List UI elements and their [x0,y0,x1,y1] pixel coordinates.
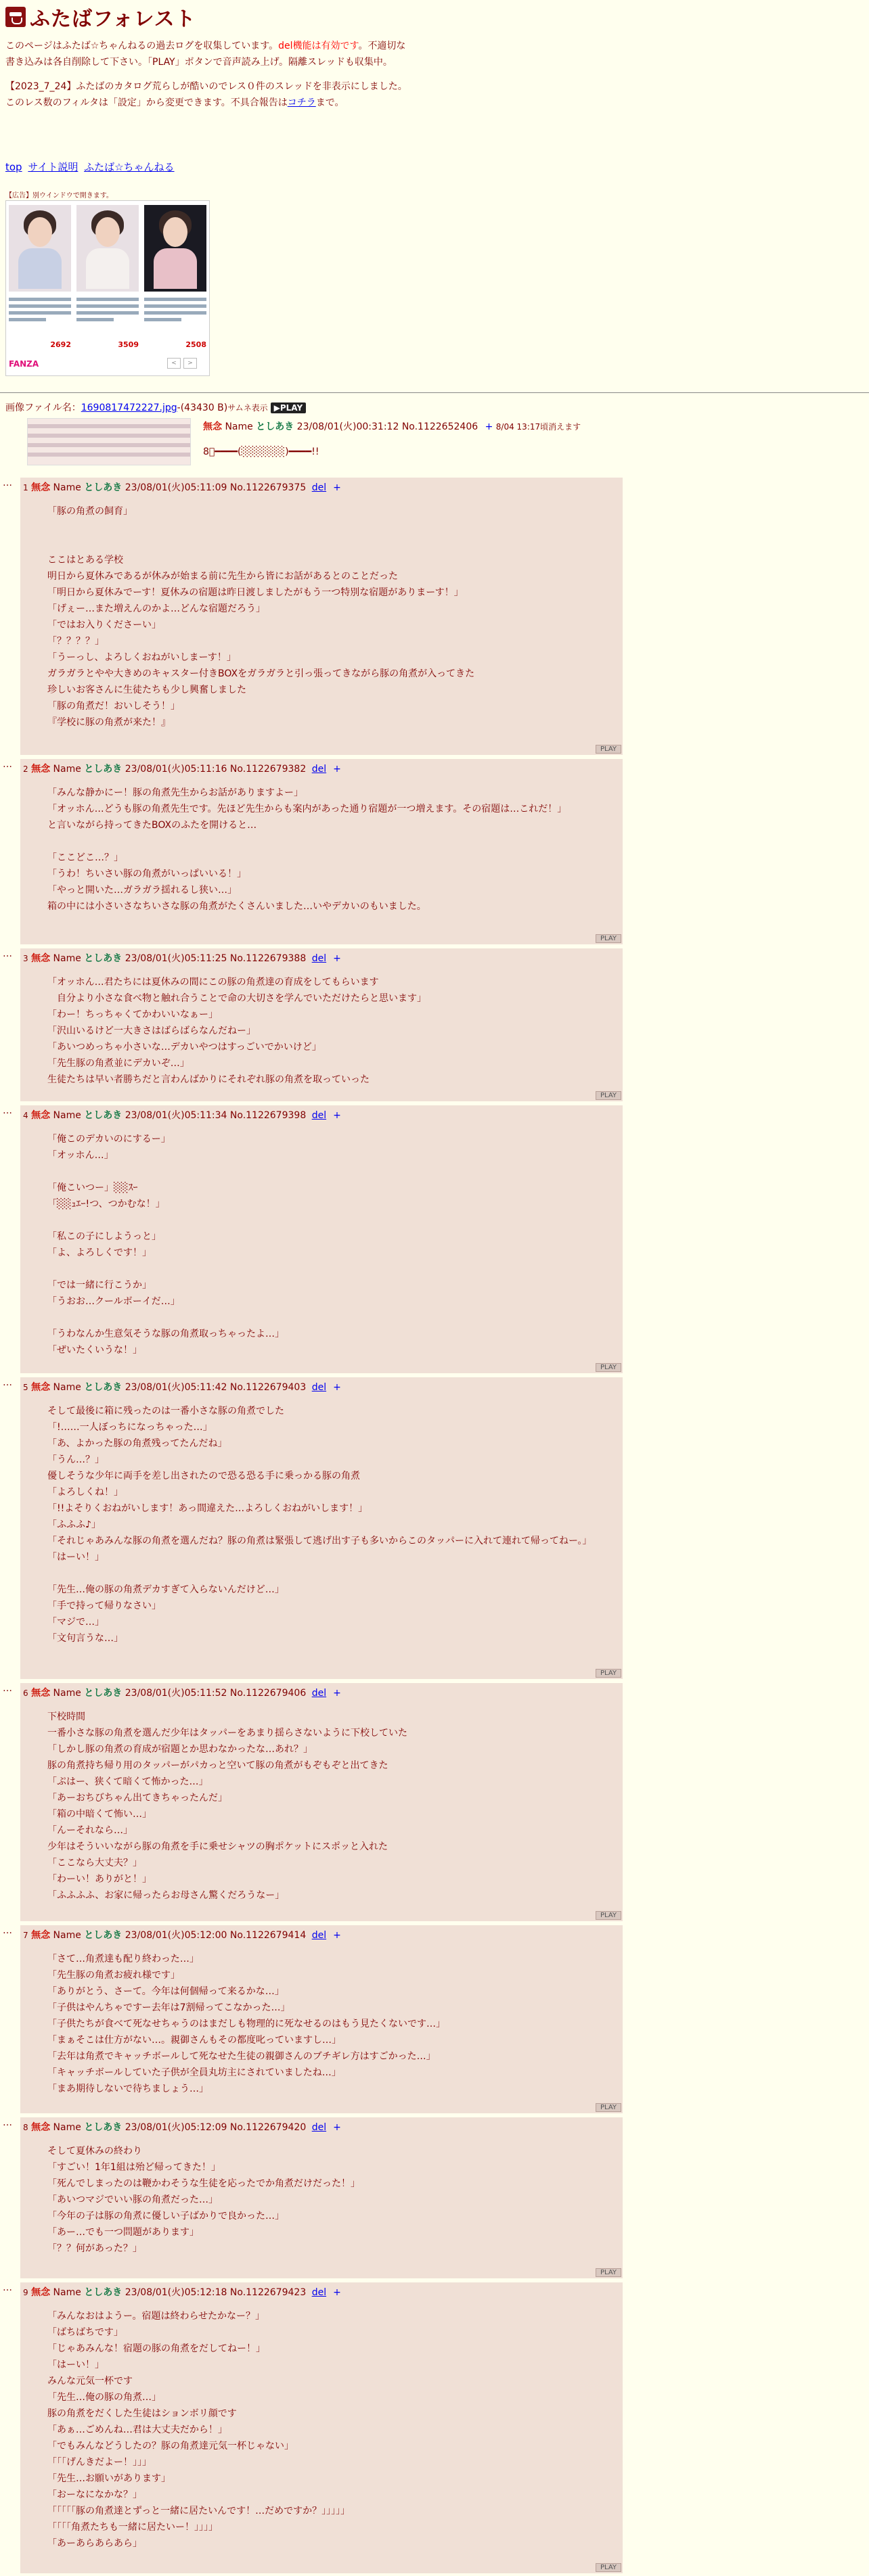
reply-name-label: Name [53,2122,81,2133]
reply-no: No.1122679388 [229,953,307,964]
reply-number: 9 [23,2288,28,2297]
play-button[interactable]: PLAY [596,1091,621,1100]
reply-line: 「みんなおはようー。宿題は終わらせたかなー？」 [47,2311,265,2322]
forest-logo-icon [5,7,26,27]
op-header: 無念 Name としあき 23/08/01(火)00:31:12 No.1122652406 + 8/04 13:17頃消えます [203,421,581,432]
ad-price: 2508 [185,340,206,349]
reply-name: としあき [84,1382,122,1393]
reply-line: 「ぜいたくいうな！」 [47,1345,142,1356]
ad-image[interactable] [144,205,206,292]
reply-line: 「うおお…クールボーイだ…」 [47,1296,180,1307]
reply-number: 1 [23,483,28,492]
reply-line: 生徒たちは早い者勝ちだと言わんばかりにそれぞれ豚の角煮を取っていった [47,1074,370,1085]
reply-line: 「ぷはー、狭くて暗くて怖かった…」 [47,1776,208,1787]
reply-header [20,2117,623,2134]
reply-line: 「俺このデカいのにするー」 [47,1134,171,1145]
reply-line: 「はーい！」 [47,2360,104,2370]
reply-line: 「すごい！1年1組は殆ど帰ってきた！」 [47,2162,221,2173]
reply-line: 「「「「「豚の角煮達とずっと一緒に居たいんです！…だめですか？」」」」」 [47,2506,351,2516]
reply-subject: 無念 [31,764,51,775]
reply-line: 「░░ｭｴｰ!つ、つかむな！」 [47,1199,165,1210]
reply-name-label: Name [53,2287,81,2298]
reply-line: 「マジで…」 [47,1617,104,1628]
reply-name: としあき [84,1110,122,1121]
op-plus-button[interactable]: + [485,421,493,432]
reply-name: としあき [84,2122,122,2133]
reply-line: 「うわ！ちいさい豚の角煮がいっぱいいる！」 [47,869,246,879]
reply-datetime: 23/08/01(火)05:11:09 [125,482,227,493]
reply-line: 豚の角煮持ち帰り用のタッパーがパカっと空いて豚の角煮がもぞもぞと出てきた [47,1760,388,1771]
reply-line: 「みんな静かにー！豚の角煮先生からお話がありますよー」 [47,787,303,798]
del-link[interactable]: del [311,953,327,964]
reply-line: 「先生…俺の豚の角煮デカすぎて入らないんだけど…」 [47,1584,284,1595]
nav-futaba[interactable]: ふたば☆ちゃんねる [84,161,175,173]
play-button[interactable]: PLAY [596,2563,621,2572]
reply-line: 「でもみんなどうしたの？豚の角煮達元気一杯じゃない」 [47,2441,294,2452]
nav-links [5,160,177,174]
plus-button[interactable]: + [333,1110,341,1121]
divider [0,392,869,393]
reply-line: 「先生…お願いがあります」 [47,2473,171,2484]
reply-line: 「げぇー…また増えんのかよ…どんな宿題だろう」 [47,603,265,614]
reply-line: 「あ、よかった豚の角煮残ってたんだね」 [47,1438,227,1449]
reply-number: 7 [23,1931,28,1940]
ad-banner[interactable] [5,200,210,376]
reply-line: 「今年の子は豚の角煮に優しい子ばかりで良かった…」 [47,2211,284,2222]
logo[interactable] [5,4,411,30]
reply-line: 明日から夏休みであるが休みが始まる前に先生から皆にお話があるとのことだった [47,571,398,582]
reply-line: 豚の角煮をだくした生徒はションボリ顔です [47,2408,237,2419]
reply-line: 「あーあらあらあら」 [47,2538,142,2549]
reply-dots: … [3,1377,12,1388]
reply-name-label: Name [53,1688,81,1699]
reply-line [47,1212,623,1228]
reply-line: 「文句言うな…」 [47,1633,123,1644]
reply-datetime: 23/08/01(火)05:11:25 [125,953,227,964]
reply-name-label: Name [53,482,81,493]
reply-line: 『学校に豚の角煮が来た！』 [47,717,171,728]
reply-name: としあき [84,1930,122,1941]
op-file-line: 画像ファイル名：1690817472227.jpg-(43430 B)サムネ表示 ▶PLAY [5,400,306,414]
reply-body [47,1951,623,2097]
reply-header [20,759,623,775]
play-button[interactable]: PLAY [596,1669,621,1678]
reply-datetime: 23/08/01(火)05:12:18 [125,2287,227,2298]
reply-no: No.1122679403 [229,1382,307,1393]
reply-line: 「んーそれなら…」 [47,1825,133,1836]
reply-line: 「よ、よろしくです！」 [47,1247,152,1258]
play-button[interactable]: PLAY [596,2103,621,2112]
reply-line: 「あー…でも一つ問題があります」 [47,2227,199,2238]
reply-number: 2 [23,764,28,774]
reply-number: 6 [23,1688,28,1698]
reply-line: 「まぁそこは仕方がない…。親御さんもその都度叱っていますし…」 [47,2035,341,2046]
reply-line: 一番小さな豚の角煮を選んだ少年はタッパーをあまり揺らさないように下校していた [47,1728,407,1739]
reply-line: ガラガラとやや大きめのキャスター付きBOXをガラガラと引っ張ってきながら豚の角煮が入ってきた [47,668,475,679]
reply-line: 「うわなんか生意気そうな豚の角煮取っちゃったよ…」 [47,1329,284,1339]
reply-name-label: Name [53,1110,81,1121]
reply-line: 「まあ期待しないで待ちましょう…」 [47,2084,208,2094]
reply-line: そして夏休みの終わり [47,2146,142,2157]
reply-line: 「豚の角煮の飼育」 [47,506,133,517]
reply-body [47,1403,623,1647]
reply-subject: 無念 [31,2287,51,2298]
reply-dots: … [3,1925,12,1936]
reply-line: 「あぁ…ごめんね…君は大丈夫だから！」 [47,2424,227,2435]
reply-line: 少年はそういいながら豚の角煮を手に乗せシャツの胸ポケットにスポッと入れた [47,1841,388,1852]
op-body: 8ﾟ━━━━(░░░░░░)━━━━!! [203,446,319,457]
reply-datetime: 23/08/01(火)05:11:52 [125,1688,227,1699]
play-button[interactable]: PLAY [596,1363,621,1372]
reply-line: 「死んでしまったのは鞭かわそうな生徒を応ったでか角煮だけだった！」 [47,2178,360,2189]
reply-name: としあき [84,2287,122,2298]
reply-body [47,785,623,915]
reply-line: 「豚の角煮だ！おいしそう！」 [47,701,180,712]
reply-line: 「おーなになかな？」 [47,2489,142,2500]
del-link[interactable]: del [311,482,327,493]
plus-button[interactable]: + [333,1688,341,1699]
reply-line: 「ふふふふ、お家に帰ったらお母さん驚くだろうなー」 [47,1890,285,1901]
site-header [5,4,411,111]
reply-datetime: 23/08/01(火)05:12:00 [125,1930,227,1941]
reply-line: 「!!よそりくおねがいします！あっ間違えた…よろしくおねがいします！」 [47,1503,368,1514]
reply-name-label: Name [53,1382,81,1393]
plus-button[interactable]: + [333,2287,341,2298]
reply-dots: … [3,948,12,959]
reply-line: 「ありがとう、さーて。今年は何個帰って来るかな…」 [47,1986,284,1997]
reply-number: 8 [23,2123,28,2132]
reply [3,948,623,1101]
del-link[interactable]: del [311,1688,327,1699]
reply-no: No.1122679423 [229,2287,307,2298]
reply-header [20,1377,623,1394]
nav-top[interactable]: top [5,161,22,173]
reply-line [47,1261,623,1277]
play-button[interactable]: PLAY [596,745,621,754]
op-image-link[interactable]: 1690817472227.jpg [81,402,177,413]
reply-line: 「「「げんきだよー！」」」 [47,2457,152,2468]
plus-button[interactable]: + [333,1930,341,1941]
reply-line: 「あいつめっちゃ小さいな…デカいやつはすっごいでかいけど」 [47,1042,321,1053]
plus-button[interactable]: + [333,1382,341,1393]
reply-line: 「オッホん…」 [47,1150,114,1161]
nav-about[interactable]: サイト説明 [28,161,79,173]
reply-line [47,1310,623,1326]
reply-line: 「わー！ちっちゃくてかわいいなぁー」 [47,1009,218,1020]
reply-number: 4 [23,1111,28,1120]
reply-line: みんな元気一杯です [47,2376,133,2387]
del-notice: del機能は有効です [278,41,359,51]
reply-no: No.1122679414 [229,1930,307,1941]
reply-header [20,478,623,494]
reply-line: 「ではお入りくださーい」 [47,620,161,630]
reply-name-label: Name [53,953,81,964]
reply-datetime: 23/08/01(火)05:11:34 [125,1110,227,1121]
reply-body [47,1709,623,1904]
reply-line: 「ここどこ…？」 [47,852,123,863]
reply-dots: … [3,478,12,488]
reply-no: No.1122679375 [229,482,307,493]
reply-line: 「さて…角煮達も配り終わった…」 [47,1954,199,1964]
reply-line: 「やっと開いた…ガラガラ揺れるし狭い…」 [47,885,237,896]
del-link[interactable]: del [311,764,327,775]
reply-dots: … [3,1683,12,1694]
reply-line: 珍しいお客さんに生徒たちも少し興奮しました [47,685,246,695]
reply-name: としあき [84,953,122,964]
reply-line [47,1565,623,1582]
reply-subject: 無念 [31,2122,51,2133]
reply-header [20,2282,623,2299]
reply-subject: 無念 [31,482,51,493]
reply-line: 箱の中には小さいさなちいさな豚の角煮がたくさんいました…いやデカいのもいました。 [47,901,426,912]
reply-line: 「先生…俺の豚の角煮…」 [47,2392,161,2403]
reply-body [47,503,623,731]
ad-price: 3509 [118,340,139,349]
reply-line: と言いながら持ってきたBOXのふたを開けると… [47,820,257,831]
reply-line: 自分より小さな食べ物と触れ合うことで命の大切さを学んでいただけたらと思います」 [47,993,426,1004]
reply-line: 「うーっし、よろしくおねがいしまーす！」 [47,652,236,663]
reply-line: 「手で持って帰りなさい」 [47,1601,161,1611]
reply-line: そして最後に箱に残ったのは一番小さな豚の角煮でした [47,1406,284,1417]
reply [3,1683,623,1921]
reply-line: 「私この子にしようっと」 [47,1231,161,1242]
reply-line: 下校時間 [47,1711,85,1722]
reply-line: 「ここなら大丈夫？」 [47,1858,142,1868]
reply [3,2282,623,2573]
reply-subject: 無念 [31,1688,51,1699]
reply-line [47,1164,623,1180]
del-link[interactable]: del [311,1110,327,1121]
reply-header [20,948,623,965]
op-play-button[interactable]: ▶PLAY [271,402,307,413]
reply-name-label: Name [53,1930,81,1941]
reply-line: 「沢山いるけど一大きさはばらばらなんだねー」 [47,1026,256,1036]
reply-line: 「あいつマジでいい豚の角煮だった…」 [47,2194,218,2205]
reply-no: No.1122679382 [229,764,307,775]
reply-line: 「明日から夏休みでーす！夏休みの宿題は昨日渡しましたがもう一つ特別な宿題がありまーす！」 [47,587,464,598]
plus-button[interactable]: + [333,953,341,964]
reply-body [47,974,623,1088]
reply-line: 「うん…？」 [47,1454,104,1465]
del-link[interactable]: del [311,2287,327,2298]
reply [3,478,623,755]
reply-subject: 無念 [31,1110,51,1121]
reply-line: 「オッホん…君たちには夏休みの間にこの豚の角煮達の育成をしてもらいます [47,977,379,988]
notice-text: 【2023_7_24】ふたばのカタログ荒らしが酷いのでレス０件のスレッドを非表示にしました。このレス数のフィルタは「設定」から変更できます。不具合報告はコチラまで。 [5,81,407,108]
ad-price: 2692 [50,340,71,349]
reply-body [47,1131,623,1358]
reply-no: No.1122679420 [229,2122,307,2133]
reply-line: 「それじゃあみんな豚の角煮を選んだね？豚の角煮は緊張して逃げ出す子も多いからこのタッパーに入れて連れて帰ってねー。」 [47,1536,592,1546]
reply [3,1105,623,1373]
ad-next-button[interactable]: > [183,358,197,369]
reply-line: 「では一緒に行こうか」 [47,1280,152,1291]
reply-line: 「去年は角煮でキャッチボールして死なせた生徒の親御さんのブチギレ方はすごかった…」 [47,2051,436,2062]
reply-line: 「俺こいつー」░░ｽｰ [47,1182,138,1193]
reply-line: 「子供たちが食べて死なせちゃうのはまだしも物理的に死なせるのはもう見たくないです…」 [47,2019,445,2029]
op-thumbnail[interactable] [27,418,191,465]
reply-line: 「!……一人ぼっちになっちゃった…」 [47,1422,213,1433]
reply-line: 優しそうな少年に両手を差し出されたので恐る恐る手に乗っかる豚の角煮 [47,1471,360,1481]
reply-dots: … [3,2117,12,2128]
report-link[interactable]: コチラ [287,97,316,108]
reply [3,759,623,944]
reply-name: としあき [84,482,122,493]
reply-body [47,2308,623,2552]
reply-line: 「「「「角煮たちも一緒に居たいー！」」」」 [47,2522,218,2533]
reply-line [47,536,623,552]
reply-dots: … [3,759,12,770]
reply-datetime: 23/08/01(火)05:12:09 [125,2122,227,2133]
ad-image[interactable] [9,205,71,292]
plus-button[interactable]: + [333,764,341,775]
reply-line: 「ばちばちです」 [47,2327,123,2338]
reply-no: No.1122679398 [229,1110,307,1121]
reply-line: 「よろしくね！」 [47,1487,123,1498]
reply-number: 3 [23,954,28,963]
reply-line: 「ふふふ♪」 [47,1519,101,1530]
fanza-logo: FANZA [9,359,39,369]
reply-line: ここはとある学校 [47,555,123,566]
reply-line: 「わーい！ありがと！」 [47,1874,152,1885]
reply-line: 「子供はやんちゃですー去年は7割帰ってこなかった…」 [47,2002,290,2013]
reply-line: 「？？何があった？」 [47,2243,142,2254]
site-title: ふたばフォレスト [30,7,196,31]
reply-datetime: 23/08/01(火)05:11:16 [125,764,227,775]
reply-subject: 無念 [31,1382,51,1393]
reply-number: 5 [23,1383,28,1392]
reply-line: 「オッホん…どうも豚の角煮先生です。先ほど先生からも案内があった通り宿題が一つ増えます。その宿題は…これだ！」 [47,804,567,814]
reply-line: 「先生豚の角煮お疲れ様です」 [47,1970,180,1981]
reply-datetime: 23/08/01(火)05:11:42 [125,1382,227,1393]
reply-dots: … [3,2282,12,2293]
intro-text: このページはふたば☆ちゃんねるの過去ログを収集しています。del機能は有効です。不適切な書き込みは各自削除して下さい。「PLAY」ボタンで音声読み上げ。隔離スレッドも収集中。 [5,41,406,68]
reply-header [20,1105,623,1122]
play-button[interactable]: PLAY [596,934,621,943]
reply-line: 「しかし豚の角煮の育成が宿題とか思わなかったな…あれ？」 [47,1744,313,1755]
plus-button[interactable]: + [333,482,341,493]
plus-button[interactable]: + [333,2122,341,2133]
ad-label: 【広告】別ウインドウで開きます。 [5,192,113,200]
reply-line: 「箱の中暗くて怖い…」 [47,1809,152,1820]
reply-body [47,2143,623,2257]
reply-no: No.1122679406 [229,1688,307,1699]
reply-subject: 無念 [31,1930,51,1941]
reply-name-label: Name [53,764,81,775]
reply-subject: 無念 [31,953,51,964]
reply-header [20,1683,623,1699]
reply-line [47,520,623,536]
reply-name: としあき [84,764,122,775]
reply-dots: … [3,1105,12,1116]
reply [3,1925,623,2113]
reply-header [20,1925,623,1941]
reply-name: としあき [84,1688,122,1699]
play-button[interactable]: PLAY [596,2268,621,2277]
reply-line [47,833,623,850]
del-link[interactable]: del [311,1382,327,1393]
reply-line: 「？？？？」 [47,636,104,647]
reply-line: 「キャッチボールしていた子供が全員丸坊主にされていましたね…」 [47,2067,341,2078]
ad-prev-button[interactable]: < [167,358,181,369]
play-button[interactable]: PLAY [596,1911,621,1920]
reply-line: 「はーい！」 [47,1552,104,1563]
ad-image[interactable] [76,205,139,292]
reply-line: 「先生豚の角煮並にデカいぞ…」 [47,1058,190,1069]
reply-line: 「じゃあみんな！宿題の豚の角煮をだしてねー！」 [47,2343,265,2354]
reply [3,2117,623,2278]
del-link[interactable]: del [311,1930,327,1941]
del-link[interactable]: del [311,2122,327,2133]
reply [3,1377,623,1679]
reply-line: 「あーおちびちゃん出てきちゃったんだ」 [47,1793,227,1803]
